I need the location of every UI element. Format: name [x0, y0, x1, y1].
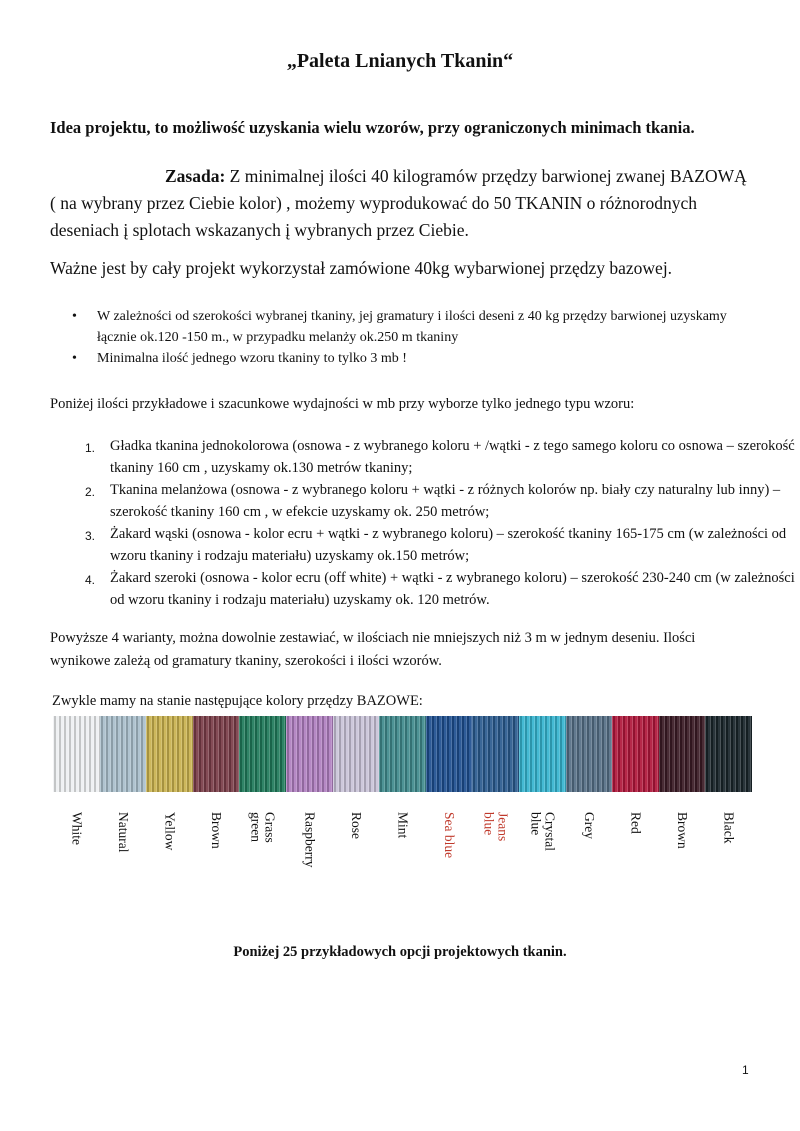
- yarn-color-label: Grass green: [248, 812, 278, 843]
- yarn-swatch: [239, 716, 286, 792]
- yarn-color-label: Yellow: [162, 812, 178, 851]
- bullet-item: • W zależności od szerokości wybranej tkaniny, jej gramatury i ilości deseni z 40 kg przędzy barwionej uzyskamy łącznie ok.120 -150 m., w przypadku melanży ok.250 m tkaniny: [97, 306, 757, 348]
- options-list: [50, 435, 800, 611]
- yarn-swatch: [659, 716, 706, 792]
- yarn-swatch: [519, 716, 566, 792]
- yarn-color-label: Raspberry: [302, 812, 318, 868]
- options-heading: Poniżej 25 przykładowych opcji projektowych tkanin.: [233, 944, 567, 960]
- yarn-swatch: [472, 716, 519, 792]
- yarn-color-labels: [53, 812, 752, 882]
- yarn-swatch: [53, 716, 100, 792]
- option-text: Żakard wąski (osnowa - kolor ecru + wątki - z wybranego koloru) – szerokość tkaniny 165-175 cm (w zależności od wzoru tkaniny i rodzaju materiału) uzyskamy ok.150 metrów;: [110, 526, 787, 564]
- option-number: 1.: [85, 441, 96, 455]
- option-number: 3.: [85, 529, 96, 543]
- option-text: Żakard szeroki (osnowa - kolor ecru (off white) + wątki - z wybranego koloru) – szerokość 230-240 cm (w zależności od wzoru tkaniny i rodzaju materiału) uzyskamy ok. 120 metrów.: [110, 570, 795, 608]
- option-item: [85, 479, 800, 523]
- bullet-list: [50, 306, 757, 369]
- yarn-swatch: [146, 716, 193, 792]
- intro-paragraph: Idea projektu, to możliwość uzyskania wielu wzorów, przy ograniczonych minimach tkania.: [50, 118, 695, 137]
- yarn-color-label: Brown: [675, 812, 691, 849]
- important-note: Ważne jest by cały projekt wykorzystał zamówione 40kg wybarwionej przędzy bazowej.: [50, 258, 673, 278]
- yarn-color-label: Brown: [209, 812, 225, 849]
- option-item: [85, 567, 800, 611]
- yarn-color-label: Natural: [115, 812, 131, 853]
- colors-caption: Zwykle mamy na stanie następujące kolory przędzy BAZOWE:: [52, 693, 423, 709]
- yarn-color-label: Red: [628, 812, 644, 834]
- option-text: Tkanina melanżowa (osnowa - z wybranego koloru + wątki - z różnych kolorów np. biały czy naturalny lub inny) – szerokość tkaniny 160 cm , w efekcie uzyskamy ok. 250 metrów;: [110, 482, 781, 520]
- option-text: Gładka tkanina jednokolorowa (osnowa - z wybranego koloru + /wątki - z tego samego koloru co osnowa – szerokość tkaniny 160 cm , uzyskamy ok.130 metrów tkaniny;: [110, 438, 795, 476]
- yarn-color-label: Grey: [581, 812, 597, 839]
- yarn-color-label: Crystal blue: [528, 812, 558, 851]
- rule-paragraph: [50, 163, 750, 244]
- yarn-color-label: Mint: [395, 812, 411, 839]
- yarn-swatch: [100, 716, 147, 792]
- option-number: 2.: [85, 485, 96, 499]
- option-item: [85, 435, 800, 479]
- yarn-swatch: [612, 716, 659, 792]
- page-title: „Paleta Lnianych Tkanin“: [286, 50, 514, 72]
- yarn-swatch: [379, 716, 426, 792]
- yarn-swatch: [426, 716, 473, 792]
- rule-label: Zasada:: [165, 166, 226, 186]
- yarn-swatch: [333, 716, 380, 792]
- yarn-color-label: White: [69, 812, 85, 845]
- option-number: 4.: [85, 573, 96, 587]
- combine-paragraph: Powyższe 4 warianty, można dowolnie zestawiać, w ilościach nie mniejszych niż 3 m w jednym deseniu. Ilości wynikowe zależą od gramatury tkaniny, szerokości i ilości wzorów.: [50, 630, 696, 669]
- options-intro: Poniżej ilości przykładowe i szacunkowe wydajności w mb przy wyborze tylko jednego typu wzoru:: [50, 396, 635, 412]
- yarn-swatch: [705, 716, 752, 792]
- yarn-swatch: [286, 716, 333, 792]
- bullet-item: • Minimalna ilość jednego wzoru tkaniny to tylko 3 mb !: [97, 348, 757, 369]
- yarn-swatch: [566, 716, 613, 792]
- yarn-color-swatches: [53, 716, 752, 792]
- page-number: 1: [742, 1063, 749, 1077]
- rule-text: Z minimalnej ilości 40 kilogramów przędzy barwionej zwanej BAZOWĄ ( na wybrany przez Ciebie kolor) , możemy wyprodukować do 50 TKANIN o różnorodnych deseniach į splotach wskazanych į wybranych przez Ciebie.: [50, 166, 747, 240]
- yarn-color-label: Black: [721, 812, 737, 844]
- option-item: [85, 523, 800, 567]
- yarn-color-label: Jeans blue: [481, 812, 511, 842]
- yarn-color-label: Rose: [348, 812, 364, 839]
- yarn-color-label: Sea blue: [442, 812, 458, 859]
- yarn-swatch: [193, 716, 240, 792]
